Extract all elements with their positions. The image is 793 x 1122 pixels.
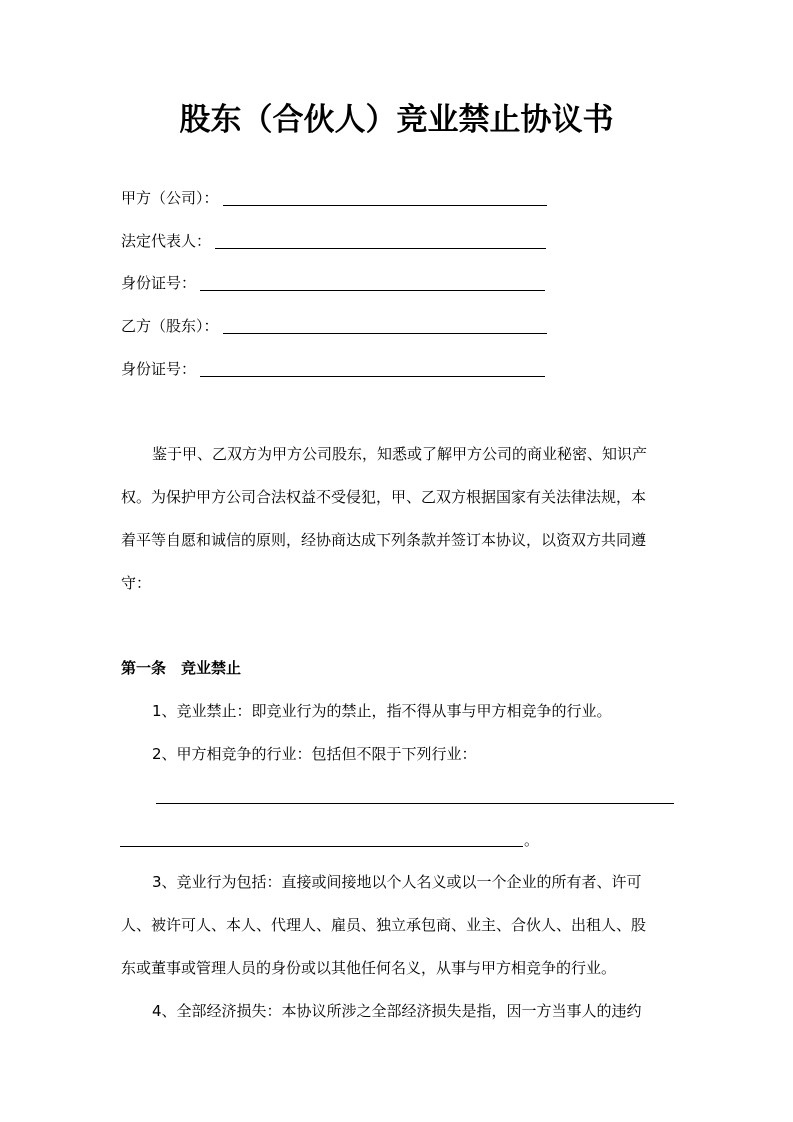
article-1-item-2: 2、甲方相竞争的行业：包括但不限于下列行业： xyxy=(152,745,477,763)
party-b-shareholder-field[interactable] xyxy=(223,333,547,334)
party-b-id-number-label: 身份证号： xyxy=(121,360,197,378)
party-b-shareholder-label: 乙方（股东）： xyxy=(121,317,219,335)
article-1-item-1: 1、竞业禁止：即竞业行为的禁止，指不得从事与甲方相竞争的行业。 xyxy=(152,702,612,720)
legal-representative-label: 法定代表人： xyxy=(121,232,212,250)
article-1-heading: 第一条 竞业禁止 xyxy=(121,659,242,677)
article-1-item-4-line: 4、全部经济损失：本协议所涉之全部经济损失是指，因一方当事人的违约 xyxy=(152,1002,642,1020)
preamble-line: 鉴于甲、乙双方为甲方公司股东，知悉或了解甲方公司的商业秘密、知识产 xyxy=(152,445,648,463)
article-1-item-3-line: 3、竞业行为包括：直接或间接地以个人名义或以一个企业的所有者、许可 xyxy=(152,873,642,891)
competing-industry-field-line-1[interactable] xyxy=(156,803,674,804)
article-1-item-3-line: 东或董事或管理人员的身份或以其他任何名义，从事与甲方相竞争的行业。 xyxy=(121,959,617,977)
preamble-line: 守： xyxy=(121,574,152,592)
party-a-company-label: 甲方（公司）： xyxy=(121,189,219,207)
party-a-id-number-label: 身份证号： xyxy=(121,274,197,292)
preamble-line: 着平等自愿和诚信的原则，经协商达成下列条款并签订本协议，以资双方共同遵 xyxy=(121,531,647,549)
competing-industry-period: 。 xyxy=(524,831,540,849)
party-b-id-number-field[interactable] xyxy=(200,376,545,377)
competing-industry-field-line-2[interactable] xyxy=(120,846,523,847)
party-a-id-number-field[interactable] xyxy=(200,290,545,291)
page-title: 股东（合伙人）竞业禁止协议书 xyxy=(179,102,614,138)
preamble-line: 权。为保护甲方公司合法权益不受侵犯，甲、乙双方根据国家有关法律法规，本 xyxy=(121,488,647,506)
article-1-item-3-line: 人、被许可人、本人、代理人、雇员、独立承包商、业主、合伙人、出租人、股 xyxy=(121,916,647,934)
party-a-company-field[interactable] xyxy=(223,205,547,206)
legal-representative-field[interactable] xyxy=(215,248,546,249)
